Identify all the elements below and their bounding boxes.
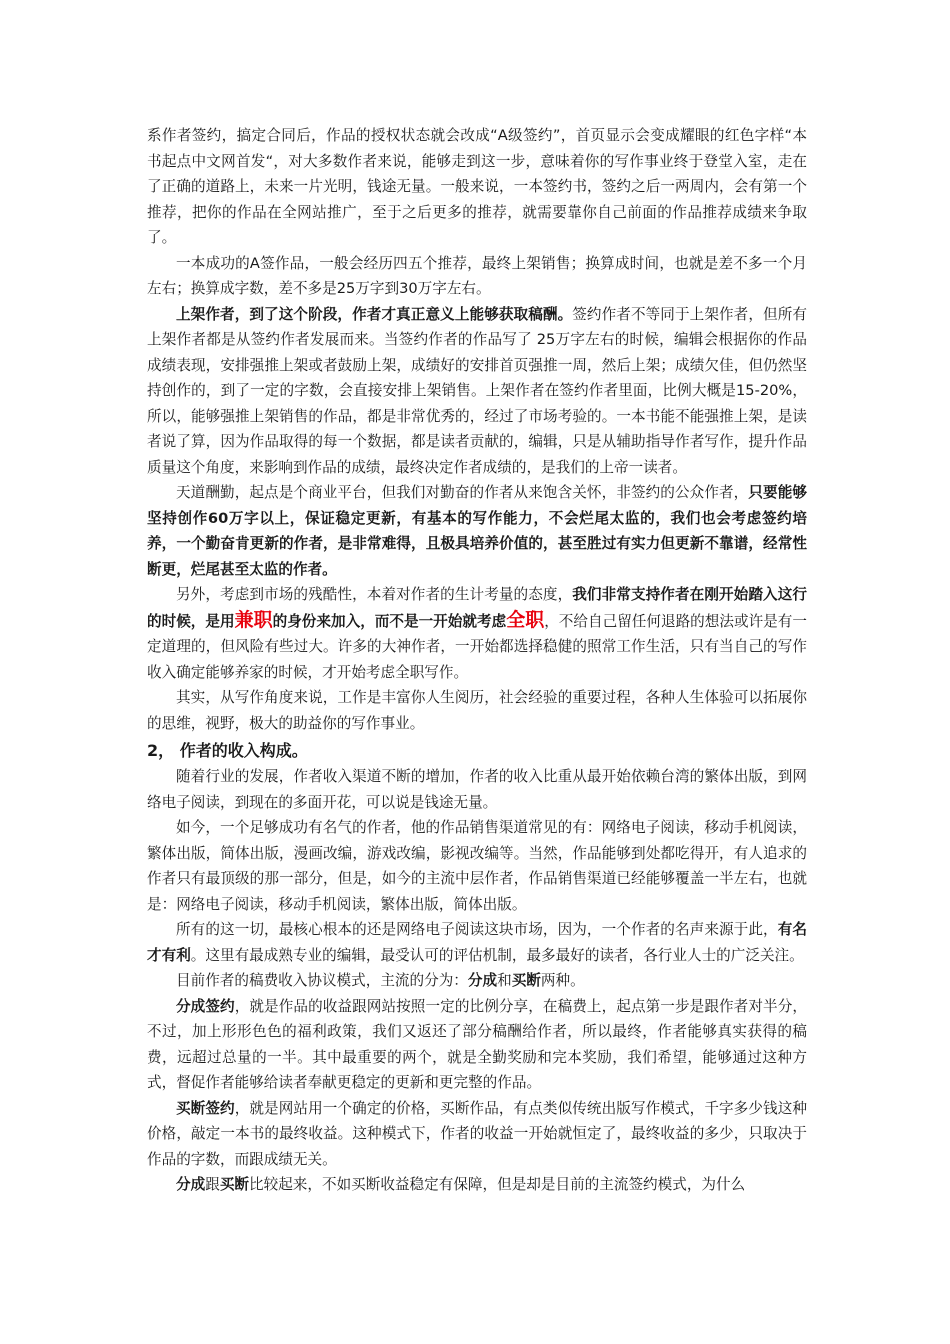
bold-phrase: 分成	[467, 972, 498, 989]
bold-phrase: 的身份来加入，而不是一开始就考虑	[272, 612, 507, 630]
bold-phrase: 买断签约	[176, 1099, 235, 1117]
document-page	[147, 123, 807, 1198]
paragraph-buyout: 买断签约，就是网站用一个确定的价格，买断作品，有点类似传统出版写作模式，千字多少钱这种价格，敲定一本书的最终收益。这种模式下，作者的收益一开始就恒定了，最终收益的多少，只取决于作品的字数，而跟成绩无关。	[147, 1099, 807, 1168]
bold-phrase: 买断	[219, 1176, 250, 1193]
paragraph-contract-modes: 目前作者的稿费收入协议模式，主流的分为：分成和买断两种。	[176, 972, 585, 989]
bold-phrase: 我们非常支持作者在刚开始踏入这行的时候，是用	[147, 586, 807, 630]
highlight-full-time: 全职	[506, 608, 545, 631]
paragraph-signing-status: 系作者签约，搞定合同后，作品的授权状态就会改成“A级签约”，首页显示会变成耀眼的红色字样“本书起点中文网首发“，对大多数作者来说，能够走到这一步，意味着你的写作事业终于登堂入室，走在了正确的道路上，未来一片光明，钱途无量。一般来说，一本签约书，签约之后一两周内，会有第一个推荐，把你的作品在全网站推广，至于之后更多的推荐，就需要靠你自己前面的作品推荐成绩来争取了。	[147, 127, 807, 246]
paragraph-work-experience: 其实，从写作角度来说，工作是丰富你人生阅历，社会经验的重要过程，各种人生体验可以拓展你的思维，视野，极大的助益你的写作事业。	[147, 689, 807, 732]
bold-phrase: 分成签约	[176, 997, 235, 1015]
paragraph-core-market: 所有的这一切，最核心根本的还是网络电子阅读这块市场，因为，一个作者的名声来源于此，有名才有利。这里有最成熟专业的编辑，最受认可的评估机制，最多最好的读者，各行业人士的广泛关注。	[147, 921, 807, 964]
bold-phrase: 买断	[511, 972, 541, 989]
bold-phrase: 只要能够坚持创作60万字以上，保证稳定更新，有基本的写作能力，不会烂尾太监的，我们也会考虑签约培养，一个勤奋肯更新的作者，是非常难得，且极具培养价值的，甚至胜过有实力但更新不靠谱，经常性断更，烂尾甚至太监的作者。	[147, 484, 807, 578]
paragraph-sales-channels: 如今，一个足够成功有名气的作者，他的作品销售渠道常见的有：网络电子阅读，移动手机阅读，繁体出版，简体出版，漫画改编，游戏改编，影视改编等。当然，作品能够到处都吃得开，有人追求的作者只有最顶级的那一部分，但是，如今的主流中层作者，作品销售渠道已经能够覆盖一半左右，也就是：网络电子阅读，移动手机阅读，繁体出版，简体出版。	[147, 819, 807, 913]
bold-phrase: 分成	[176, 1176, 206, 1193]
paragraph-listed-authors: 上架作者，到了这个阶段，作者才真正意义上能够获取稿酬。签约作者不等同于上架作者，但所有上架作者都是从签约作者发展而来。当签约作者的作品写了 25万字左右的时候，编辑会根据你的作品成绩表现，安排强推上架或者鼓励上架，成绩好的安排首页强推一周，然后上架；成绩欠佳，但仍然坚持创作的，到了一定的字数，会直接安排上架销售。上架作者在签约作者里面，比例大概是15-20%，所以，能够强推上架销售的作品，都是非常优秀的，经过了市场考验的。一本书能不能强推上架，是读者说了算，因为作品取得的每一个数据，都是读者贡献的，编辑，只是从辅助指导作者写作，提升作品质量这个角度，来影响到作品的成绩，最终决定作者成绩的，是我们的上帝一读者。	[147, 305, 807, 476]
paragraph-part-time: 另外，考虑到市场的残酷性，本着对作者的生计考量的态度，我们非常支持作者在刚开始踏入这行的时候，是用兼职的身份来加入，而不是一开始就考虑全职，不给自己留任何退路的想法或许是有一定道理的，但风险有些过大。许多的大神作者，一开始都选择稳健的照常工作生活，只有当自己的写作收入确定能够养家的时候，才开始考虑全职写作。	[147, 586, 807, 681]
paragraph-a-sign-works: 一本成功的A签作品，一般会经历四五个推荐，最终上架销售；换算成时间，也就是差不多一个月左右；换算成字数，差不多是25万字到30万字左右。	[147, 254, 807, 297]
section-heading: 2， 作者的收入构成。	[147, 741, 308, 760]
bold-phrase: 有名才有利	[147, 921, 807, 964]
paragraph-industry-growth: 随着行业的发展，作者收入渠道不断的增加，作者的收入比重从最开始依赖台湾的繁体出版，到网络电子阅读，到现在的多面开花，可以说是钱途无量。	[147, 768, 807, 811]
paragraph-hard-work: 天道酬勤，起点是个商业平台，但我们对勤奋的作者从来饱含关怀，非签约的公众作者，只要能够坚持创作60万字以上，保证稳定更新，有基本的写作能力，不会烂尾太监的，我们也会考虑签约培养，一个勤奋肯更新的作者，是非常难得，且极具培养价值的，甚至胜过有实力但更新不靠谱，经常性断更，烂尾甚至太监的作者。	[147, 484, 807, 578]
paragraph-revenue-share: 分成签约，就是作品的收益跟网站按照一定的比例分享，在稿费上，起点第一步是跟作者对半分，不过，加上形形色色的福利政策，我们又返还了部分稿酬给作者，所以最终，作者能够真实获得的稿费，远超过总量的一半。其中最重要的两个，就是全勤奖励和完本奖励，我们希望，能够通过这种方式，督促作者能够给读者奉献更稳定的更新和更完整的作品。	[147, 997, 807, 1091]
paragraph-comparison: 分成跟买断比较起来，不如买断收益稳定有保障，但是却是目前的主流签约模式，为什么	[176, 1176, 746, 1193]
highlight-part-time: 兼职	[234, 608, 273, 631]
bold-phrase: 上架作者，到了这个阶段，作者才真正意义上能够获取稿酬。	[176, 305, 573, 323]
